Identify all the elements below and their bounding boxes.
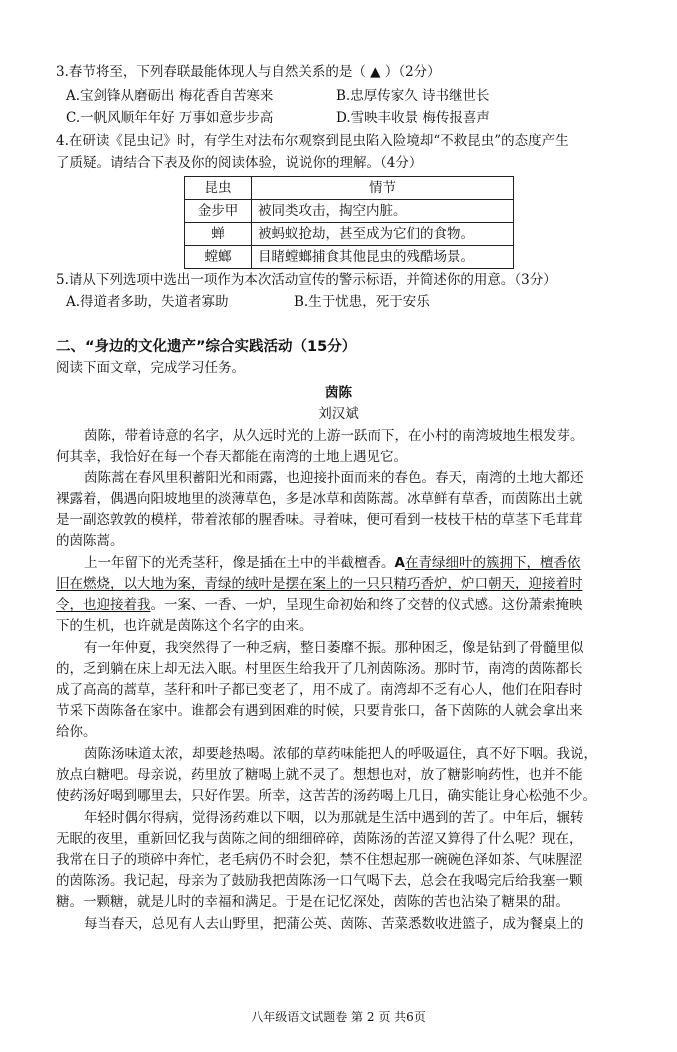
table-row <box>185 223 514 246</box>
q4-stem-line2: 了质疑。请结合下表及你的阅读体验，说说你的理解。（4分） <box>56 155 423 171</box>
q3-option-d: D.雪映丰收景 梅传报喜声 <box>336 110 490 126</box>
table-header-row <box>185 177 514 200</box>
table-cell-insect: 金步甲 <box>185 200 252 223</box>
table-cell-plot: 目睹螳螂捕食其他昆虫的残酷场景。 <box>252 246 514 269</box>
page-footer: 八年级语文试题卷 第 2 页 共6页 <box>251 1010 426 1024</box>
section-heading: 二、“身边的文化遗产”综合实践活动（15分） <box>56 339 357 355</box>
paragraph-line: 的，乏到躺在床上却无法入眠。村里医生给我开了几剂茵陈汤。那时节，南湾的茵陈都长 <box>56 661 583 677</box>
paragraph-line: 使药汤好喝到哪里去，只好作罢。所幸，这苦苦的汤药喝上几日，确实能让身心松弛不少。 <box>56 788 596 804</box>
insect-table <box>184 176 514 269</box>
paragraph-line: 年轻时偶尔得病，觉得汤药难以下咽，以为那就是生活中遇到的苦了。中年后，辗转 <box>84 810 584 826</box>
paragraph-line: 放点白糖吧。母亲说，药里放了糖喝上就不灵了。想想也对，放了糖影响药性，也并不能 <box>56 767 583 783</box>
paragraph-line: 的茵陈蒿。 <box>56 533 124 549</box>
paragraph-line: 糖。一颗糖，就是儿时的幸福和满足。于是在记忆深处，茵陈的苦也沾染了糖果的甜。 <box>56 894 569 910</box>
paragraph-line: 有一年仲夏，我突然得了一种乏病，整日萎靡不振。那种困乏，像是钻到了骨髓里似 <box>84 640 584 656</box>
q5-stem: 5.请从下列选项中选出一项作为本次活动宣传的警示标语，并简述你的用意。（3分） <box>56 272 557 288</box>
paragraph-text: 上一年留下的光秃茎秆，像是插在土中的半截檀香。 <box>84 555 395 571</box>
table-cell-insect: 蝉 <box>185 223 252 246</box>
q5-option-a: A.得道者多助，失道者寡助 <box>66 294 229 310</box>
table-cell-insect: 螳螂 <box>185 246 252 269</box>
q3-option-c: C.一帆风顺年年好 万事如意步步高 <box>66 110 274 126</box>
paragraph-line: 茵陈汤味道太浓，却要趁热喝。浓郁的草药味能把人的呼吸逼住，真不好下咽。我说， <box>84 746 597 762</box>
article-title: 茵陈 <box>325 385 352 401</box>
table-header-insect: 昆虫 <box>185 177 252 200</box>
article-author: 刘汉斌 <box>318 406 359 422</box>
paragraph-text: 。一案、一香、一炉，呈现生命初始和终了交替的仪式感。这份萧索掩映 <box>150 597 583 613</box>
q5-option-b: B.生于忧患，死于安乐 <box>294 294 430 310</box>
q3-option-a: A.宝剑锋从磨砺出 梅花香自苦寒来 <box>66 88 274 104</box>
table-header-plot: 情节 <box>252 177 514 200</box>
q3-stem: 3.春节将至，下列春联最能体现人与自然关系的是（ ▲ ）（2分） <box>56 64 441 80</box>
table-cell-plot: 被蚂蚁抢劫，甚至成为它们的食物。 <box>252 223 514 246</box>
paragraph-line: 的茵陈汤。我记起，母亲为了鼓励我把茵陈汤一口气喝下去，总会在我喝完后给我塞一颗 <box>56 873 583 889</box>
paragraph-line: 茵陈，带着诗意的名字，从久远时光的上游一跃而下，在小村的南湾坡地生根发芽。 <box>84 428 584 444</box>
table-cell-plot: 被同类攻击，掏空内脏。 <box>252 200 514 223</box>
q4-stem-line1: 4.在研读《昆虫记》时，有学生对法布尔观察到昆虫陷入险境却“不救昆虫”的态度产生 <box>56 133 569 149</box>
paragraph-line: 茵陈蒿在春风里积蓄阳光和雨露，也迎接扑面而来的春色。春天，南湾的土地大都还 <box>84 470 584 486</box>
section-instruction: 阅读下面文章，完成学习任务。 <box>56 360 245 376</box>
underlined-sentence-a: 旧在燃烧，以大地为案，青绿的绒叶是摆在案上的一只只精巧香炉，炉口朝天，迎接着时 <box>56 576 583 592</box>
underline-marker-a: A <box>394 555 405 571</box>
paragraph-line: 何其幸，我恰好在每一个春天都能在南湾的土地上遇见它。 <box>56 449 407 465</box>
paragraph-line-with-underline <box>84 553 580 573</box>
paragraph-line: 下的生机，也许就是茵陈这个名字的由来。 <box>56 618 313 634</box>
table-row <box>185 246 514 269</box>
paragraph-line: 给你。 <box>56 724 97 740</box>
paragraph-line-with-underline <box>56 595 583 615</box>
paragraph-line: 成了高高的蒿草，茎秆和叶子都已变老了，用不成了。南湾却不乏有心人，他们在阳春时 <box>56 682 583 698</box>
q3-option-b: B.忠厚传家久 诗书继世长 <box>336 88 490 104</box>
paragraph-line: 裸露着，偶遇向阳坡地里的淡薄草色，多是冰草和茵陈蒿。冰草鲜有草香，而茵陈出土就 <box>56 491 583 507</box>
underlined-sentence-a: 在青绿细叶的簇拥下，檀香依 <box>404 555 581 571</box>
paragraph-line: 我常在日子的琐碎中奔忙，老毛病仍不时会犯，禁不住想起那一碗碗色泽如茶、气味腥涩 <box>56 852 583 868</box>
table-row <box>185 200 514 223</box>
paragraph-line: 每当春天，总见有人去山野里，把蒲公英、茵陈、苦菜悉数收进篮子，成为餐桌上的 <box>84 916 584 932</box>
paragraph-line: 无眠的夜里，重新回忆我与茵陈之间的细细碎碎，茵陈汤的苦涩又算得了什么呢？现在， <box>56 831 583 847</box>
paragraph-line: 节采下茵陈备在家中。谁都会有遇到困难的时候，只要肯张口，备下茵陈的人就会拿出来 <box>56 703 583 719</box>
underlined-sentence-a: 令，也迎接着我 <box>56 597 151 613</box>
paragraph-line: 是一副恣敦敦的模样，带着浓郁的腥香味。寻着味，便可看到一枝枝干枯的草茎下毛茸茸 <box>56 512 583 528</box>
